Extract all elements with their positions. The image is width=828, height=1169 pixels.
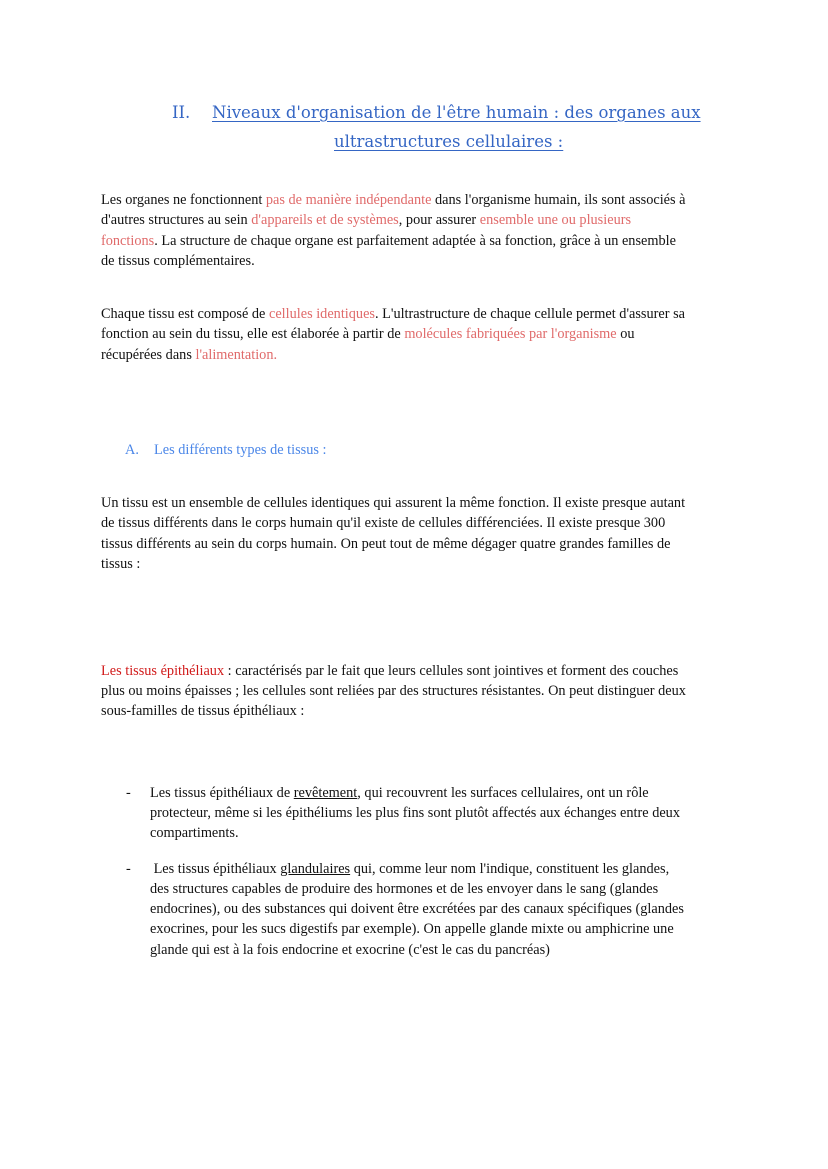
underlined-term: revêtement xyxy=(293,785,358,801)
text-line: Un tissu est un ensemble de cellules identiques qui assurent la même fonction. Il existe presque autant xyxy=(101,495,686,511)
text-line: exocrines, pour les sucs digestifs par exemple). On appelle glande mixte ou amphicrine une xyxy=(150,921,674,937)
text: de tissus complémentaires. xyxy=(101,253,255,269)
subsection-letter: A. xyxy=(125,442,139,458)
text: , pour assurer xyxy=(398,212,480,228)
highlight: fonctions xyxy=(101,233,155,249)
bullet-dash: - xyxy=(126,861,131,877)
section-title-line2: ultrastructures cellulaires : xyxy=(334,132,564,151)
text: , qui recouvrent les surfaces cellulaires, ont un rôle xyxy=(357,785,649,801)
highlight: ensemble une ou plusieurs xyxy=(479,212,632,228)
text-line xyxy=(101,231,676,251)
text-line: tissus différents au sein du corps humain. On peut tout de même dégager quatre grandes familles de xyxy=(101,536,671,552)
term: Les tissus épithéliaux xyxy=(101,663,225,679)
bullet-dash: - xyxy=(126,785,131,801)
text: récupérées dans xyxy=(101,347,196,363)
highlight: l'alimentation. xyxy=(195,347,278,363)
text-line: endocrines), ou des substances qui doivent être excrétées par des canaux spécifiques (glandes xyxy=(150,901,684,917)
text-line: compartiments. xyxy=(150,825,239,841)
text: . La structure de chaque organe est parfaitement adaptée à sa fonction, grâce à un ensemble xyxy=(154,233,676,249)
text: Les organes ne fonctionnent xyxy=(101,192,266,208)
text-line: de tissus différents dans le corps humain qu'il existe de cellules différenciées. Il existe presque 300 xyxy=(101,515,666,531)
highlight: cellules identiques xyxy=(268,306,375,322)
text: Les tissus épithéliaux xyxy=(150,861,281,877)
highlight: molécules fabriquées par l'organisme xyxy=(404,326,617,342)
text-line: sous-familles de tissus épithéliaux : xyxy=(101,703,305,719)
text-line: tissus : xyxy=(101,556,141,572)
text-line xyxy=(101,324,635,344)
underlined-term: glandulaires xyxy=(280,861,351,877)
text: dans l'organisme humain, ils sont associés à xyxy=(431,192,686,208)
text-line xyxy=(101,661,678,681)
text: ou xyxy=(616,326,635,342)
text-line: plus ou moins épaisses ; les cellules sont reliées par des structures résistantes. On peut distinguer deux xyxy=(101,683,686,699)
text-line xyxy=(101,304,685,324)
text-line xyxy=(101,190,686,210)
text-line xyxy=(101,210,631,230)
subsection-label: Les différents types de tissus : xyxy=(154,442,327,458)
text: : caractérisés par le fait que leurs cellules sont jointives et forment des couches xyxy=(224,663,679,679)
text-line: glande qui est à la fois endocrine et exocrine (c'est le cas du pancréas) xyxy=(150,942,550,958)
section-number: II. xyxy=(172,103,191,122)
text-line xyxy=(150,783,649,803)
text: Les tissus épithéliaux de xyxy=(150,785,294,801)
text: qui, comme leur nom l'indique, constituent les glandes, xyxy=(350,861,670,877)
text: Chaque tissu est composé de xyxy=(101,306,269,322)
text-line: protecteur, même si les épithéliums les plus fins sont plutôt affectés aux échanges entre deux xyxy=(150,805,680,821)
text: . L'ultrastructure de chaque cellule permet d'assurer sa xyxy=(374,306,685,322)
text-line xyxy=(101,345,277,365)
text-line: des structures capables de produire des hormones et de les envoyer dans le sang (glandes xyxy=(150,881,659,897)
text: d'autres structures au sein xyxy=(101,212,252,228)
section-title-line1: Niveaux d'organisation de l'être humain : des organes aux xyxy=(212,103,701,122)
highlight: d'appareils et de systèmes xyxy=(251,212,399,228)
text-line xyxy=(101,251,255,271)
text-line xyxy=(150,859,669,879)
highlight: pas de manière indépendante xyxy=(265,192,432,208)
text: fonction au sein du tissu, elle est élaborée à partir de xyxy=(101,326,405,342)
